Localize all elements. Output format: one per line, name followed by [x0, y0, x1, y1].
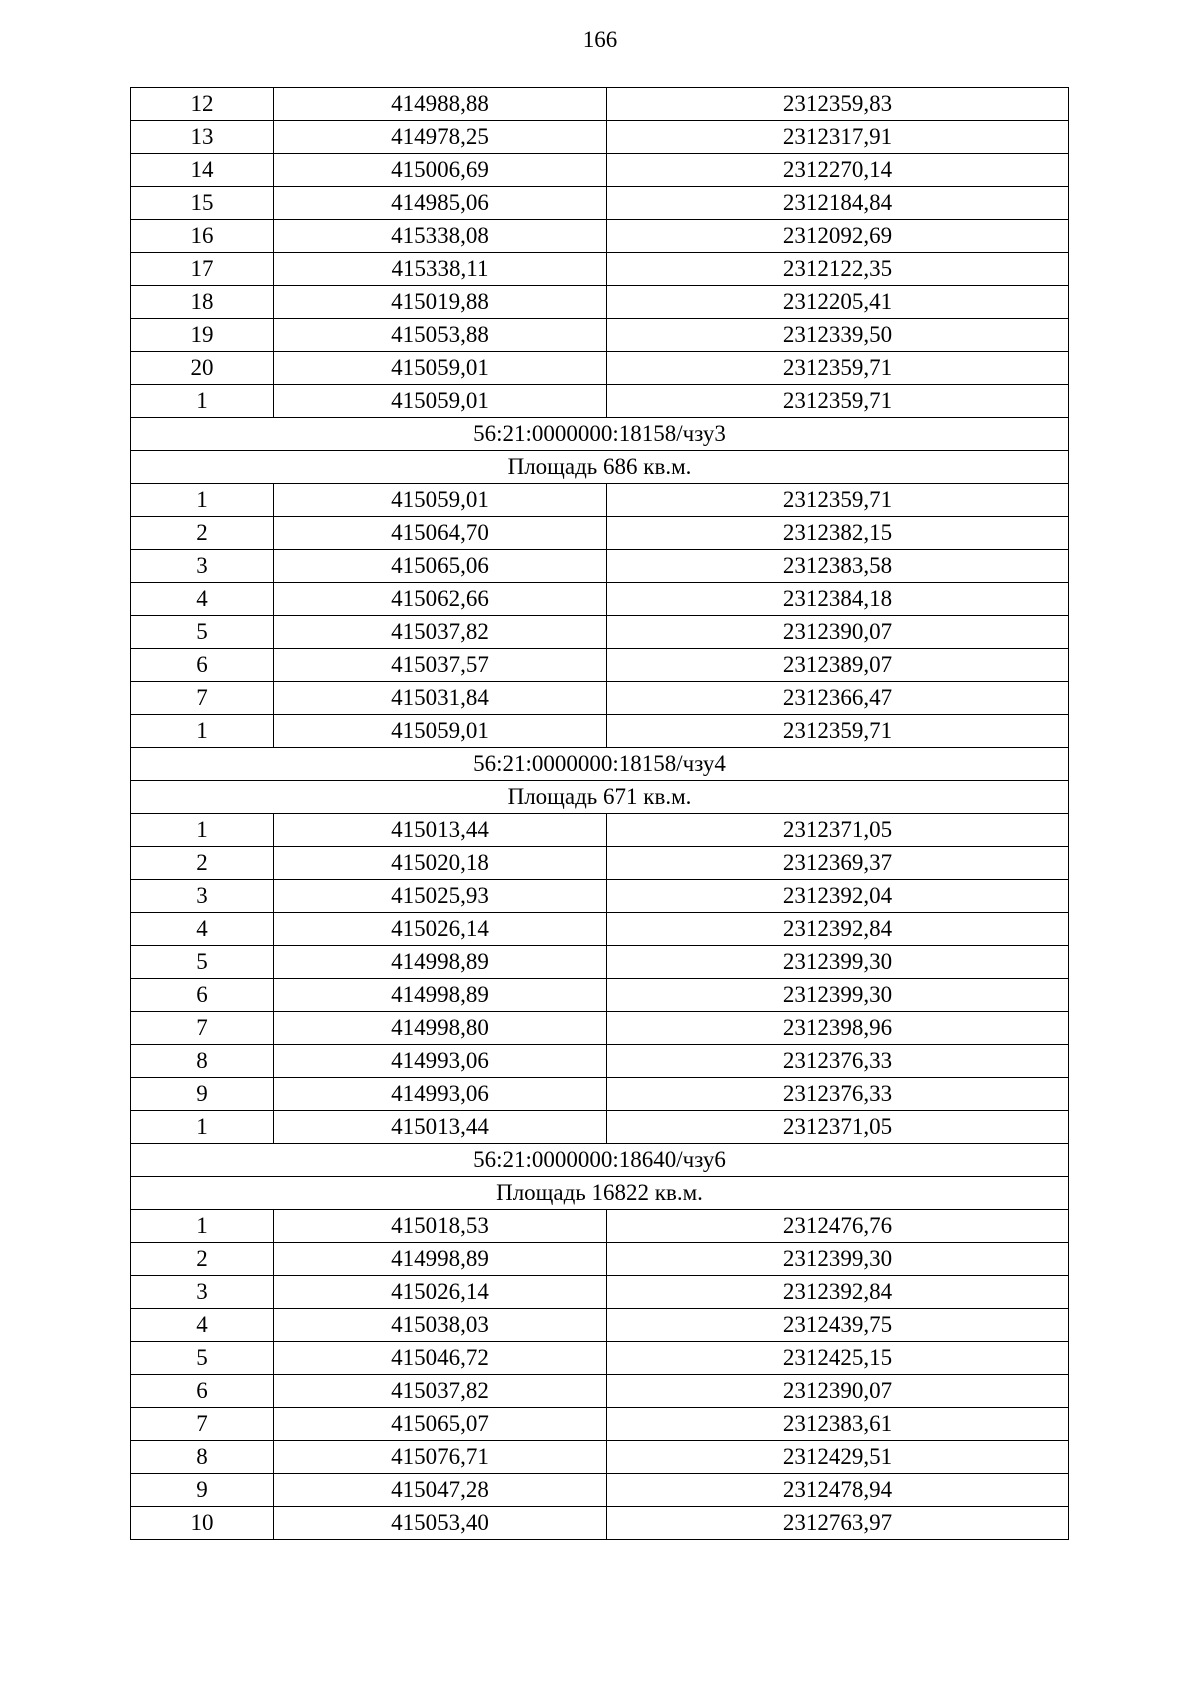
point-number-cell: 14	[131, 154, 274, 187]
point-number-cell: 4	[131, 913, 274, 946]
page-number: 166	[582, 27, 618, 52]
y-coordinate-cell: 2312317,91	[607, 121, 1069, 154]
table-row	[131, 286, 1069, 319]
x-coordinate-cell: 415338,08	[274, 220, 607, 253]
x-coordinate-cell: 415037,57	[274, 649, 607, 682]
y-coordinate-cell: 2312339,50	[607, 319, 1069, 352]
point-number-cell: 19	[131, 319, 274, 352]
y-coordinate-cell: 2312390,07	[607, 1375, 1069, 1408]
y-coordinate-cell: 2312389,07	[607, 649, 1069, 682]
coordinates-table	[130, 87, 1069, 1540]
x-coordinate-cell: 415059,01	[274, 715, 607, 748]
x-coordinate-cell: 415065,06	[274, 550, 607, 583]
table-row	[131, 1111, 1069, 1144]
table-row	[131, 913, 1069, 946]
x-coordinate-cell: 415037,82	[274, 1375, 607, 1408]
y-coordinate-cell: 2312270,14	[607, 154, 1069, 187]
table-row	[131, 1078, 1069, 1111]
y-coordinate-cell: 2312359,71	[607, 484, 1069, 517]
table-row	[131, 1309, 1069, 1342]
point-number-cell: 18	[131, 286, 274, 319]
x-coordinate-cell: 415020,18	[274, 847, 607, 880]
point-number-cell: 6	[131, 979, 274, 1012]
point-number-cell: 8	[131, 1441, 274, 1474]
point-number-cell: 16	[131, 220, 274, 253]
table-row	[131, 1210, 1069, 1243]
point-number-cell: 6	[131, 1375, 274, 1408]
y-coordinate-cell: 2312399,30	[607, 1243, 1069, 1276]
x-coordinate-cell: 414998,89	[274, 946, 607, 979]
coordinates-table-body	[131, 88, 1069, 1540]
x-coordinate-cell: 414993,06	[274, 1045, 607, 1078]
table-row	[131, 88, 1069, 121]
x-coordinate-cell: 415053,40	[274, 1507, 607, 1540]
table-row	[131, 385, 1069, 418]
section-header-cell: 56:21:0000000:18158/чзу4	[131, 748, 1069, 781]
point-number-cell: 7	[131, 1012, 274, 1045]
x-coordinate-cell: 415037,82	[274, 616, 607, 649]
point-number-cell: 3	[131, 1276, 274, 1309]
y-coordinate-cell: 2312371,05	[607, 814, 1069, 847]
y-coordinate-cell: 2312763,97	[607, 1507, 1069, 1540]
section-header-cell: 56:21:0000000:18640/чзу6	[131, 1144, 1069, 1177]
y-coordinate-cell: 2312425,15	[607, 1342, 1069, 1375]
point-number-cell: 17	[131, 253, 274, 286]
table-row	[131, 946, 1069, 979]
y-coordinate-cell: 2312429,51	[607, 1441, 1069, 1474]
point-number-cell: 7	[131, 682, 274, 715]
point-number-cell: 2	[131, 517, 274, 550]
x-coordinate-cell: 414978,25	[274, 121, 607, 154]
y-coordinate-cell: 2312359,83	[607, 88, 1069, 121]
table-row	[131, 1375, 1069, 1408]
x-coordinate-cell: 415064,70	[274, 517, 607, 550]
table-row	[131, 1276, 1069, 1309]
x-coordinate-cell: 415025,93	[274, 880, 607, 913]
x-coordinate-cell: 415076,71	[274, 1441, 607, 1474]
y-coordinate-cell: 2312369,37	[607, 847, 1069, 880]
x-coordinate-cell: 415047,28	[274, 1474, 607, 1507]
x-coordinate-cell: 415026,14	[274, 1276, 607, 1309]
x-coordinate-cell: 414993,06	[274, 1078, 607, 1111]
point-number-cell: 7	[131, 1408, 274, 1441]
table-row	[131, 154, 1069, 187]
x-coordinate-cell: 415059,01	[274, 484, 607, 517]
point-number-cell: 5	[131, 1342, 274, 1375]
section-header-cell: 56:21:0000000:18158/чзу3	[131, 418, 1069, 451]
y-coordinate-cell: 2312384,18	[607, 583, 1069, 616]
table-row	[131, 1243, 1069, 1276]
x-coordinate-cell: 415059,01	[274, 385, 607, 418]
point-number-cell: 1	[131, 484, 274, 517]
table-row	[131, 1441, 1069, 1474]
point-number-cell: 1	[131, 715, 274, 748]
table-row	[131, 352, 1069, 385]
y-coordinate-cell: 2312371,05	[607, 1111, 1069, 1144]
x-coordinate-cell: 415338,11	[274, 253, 607, 286]
point-number-cell: 12	[131, 88, 274, 121]
table-row	[131, 1012, 1069, 1045]
table-row	[131, 1507, 1069, 1540]
x-coordinate-cell: 415019,88	[274, 286, 607, 319]
y-coordinate-cell: 2312399,30	[607, 946, 1069, 979]
table-row	[131, 319, 1069, 352]
point-number-cell: 4	[131, 1309, 274, 1342]
point-number-cell: 15	[131, 187, 274, 220]
section-header-row	[131, 418, 1069, 451]
x-coordinate-cell: 415046,72	[274, 1342, 607, 1375]
table-row	[131, 814, 1069, 847]
point-number-cell: 1	[131, 814, 274, 847]
section-header-cell: Площадь 16822 кв.м.	[131, 1177, 1069, 1210]
table-row	[131, 1408, 1069, 1441]
x-coordinate-cell: 415013,44	[274, 814, 607, 847]
y-coordinate-cell: 2312376,33	[607, 1045, 1069, 1078]
y-coordinate-cell: 2312184,84	[607, 187, 1069, 220]
table-row	[131, 1045, 1069, 1078]
y-coordinate-cell: 2312392,04	[607, 880, 1069, 913]
section-header-cell: Площадь 671 кв.м.	[131, 781, 1069, 814]
table-row	[131, 484, 1069, 517]
section-header-row	[131, 781, 1069, 814]
table-row	[131, 616, 1069, 649]
point-number-cell: 9	[131, 1474, 274, 1507]
x-coordinate-cell: 415026,14	[274, 913, 607, 946]
y-coordinate-cell: 2312383,58	[607, 550, 1069, 583]
y-coordinate-cell: 2312376,33	[607, 1078, 1069, 1111]
point-number-cell: 3	[131, 550, 274, 583]
y-coordinate-cell: 2312122,35	[607, 253, 1069, 286]
y-coordinate-cell: 2312476,76	[607, 1210, 1069, 1243]
x-coordinate-cell: 415018,53	[274, 1210, 607, 1243]
table-row	[131, 220, 1069, 253]
x-coordinate-cell: 415031,84	[274, 682, 607, 715]
y-coordinate-cell: 2312399,30	[607, 979, 1069, 1012]
table-row	[131, 1342, 1069, 1375]
section-header-row	[131, 451, 1069, 484]
point-number-cell: 8	[131, 1045, 274, 1078]
x-coordinate-cell: 415053,88	[274, 319, 607, 352]
point-number-cell: 3	[131, 880, 274, 913]
point-number-cell: 4	[131, 583, 274, 616]
x-coordinate-cell: 414998,89	[274, 979, 607, 1012]
y-coordinate-cell: 2312478,94	[607, 1474, 1069, 1507]
x-coordinate-cell: 414998,80	[274, 1012, 607, 1045]
point-number-cell: 10	[131, 1507, 274, 1540]
table-row	[131, 979, 1069, 1012]
y-coordinate-cell: 2312382,15	[607, 517, 1069, 550]
table-row	[131, 715, 1069, 748]
point-number-cell: 1	[131, 385, 274, 418]
x-coordinate-cell: 415006,69	[274, 154, 607, 187]
table-row	[131, 847, 1069, 880]
y-coordinate-cell: 2312392,84	[607, 1276, 1069, 1309]
point-number-cell: 2	[131, 847, 274, 880]
table-row	[131, 517, 1069, 550]
table-row	[131, 649, 1069, 682]
y-coordinate-cell: 2312359,71	[607, 715, 1069, 748]
point-number-cell: 20	[131, 352, 274, 385]
x-coordinate-cell: 415013,44	[274, 1111, 607, 1144]
table-row	[131, 253, 1069, 286]
x-coordinate-cell: 414988,88	[274, 88, 607, 121]
section-header-row	[131, 1177, 1069, 1210]
table-row	[131, 682, 1069, 715]
table-row	[131, 121, 1069, 154]
y-coordinate-cell: 2312366,47	[607, 682, 1069, 715]
y-coordinate-cell: 2312439,75	[607, 1309, 1069, 1342]
table-row	[131, 1474, 1069, 1507]
x-coordinate-cell: 414985,06	[274, 187, 607, 220]
x-coordinate-cell: 415065,07	[274, 1408, 607, 1441]
y-coordinate-cell: 2312359,71	[607, 352, 1069, 385]
point-number-cell: 6	[131, 649, 274, 682]
point-number-cell: 1	[131, 1210, 274, 1243]
section-header-cell: Площадь 686 кв.м.	[131, 451, 1069, 484]
table-row	[131, 187, 1069, 220]
y-coordinate-cell: 2312205,41	[607, 286, 1069, 319]
table-row	[131, 550, 1069, 583]
section-header-row	[131, 748, 1069, 781]
x-coordinate-cell: 415059,01	[274, 352, 607, 385]
y-coordinate-cell: 2312392,84	[607, 913, 1069, 946]
y-coordinate-cell: 2312092,69	[607, 220, 1069, 253]
point-number-cell: 13	[131, 121, 274, 154]
point-number-cell: 1	[131, 1111, 274, 1144]
table-row	[131, 583, 1069, 616]
y-coordinate-cell: 2312390,07	[607, 616, 1069, 649]
x-coordinate-cell: 415062,66	[274, 583, 607, 616]
point-number-cell: 5	[131, 946, 274, 979]
point-number-cell: 2	[131, 1243, 274, 1276]
point-number-cell: 9	[131, 1078, 274, 1111]
table-row	[131, 880, 1069, 913]
section-header-row	[131, 1144, 1069, 1177]
point-number-cell: 5	[131, 616, 274, 649]
y-coordinate-cell: 2312383,61	[607, 1408, 1069, 1441]
y-coordinate-cell: 2312398,96	[607, 1012, 1069, 1045]
y-coordinate-cell: 2312359,71	[607, 385, 1069, 418]
x-coordinate-cell: 415038,03	[274, 1309, 607, 1342]
x-coordinate-cell: 414998,89	[274, 1243, 607, 1276]
